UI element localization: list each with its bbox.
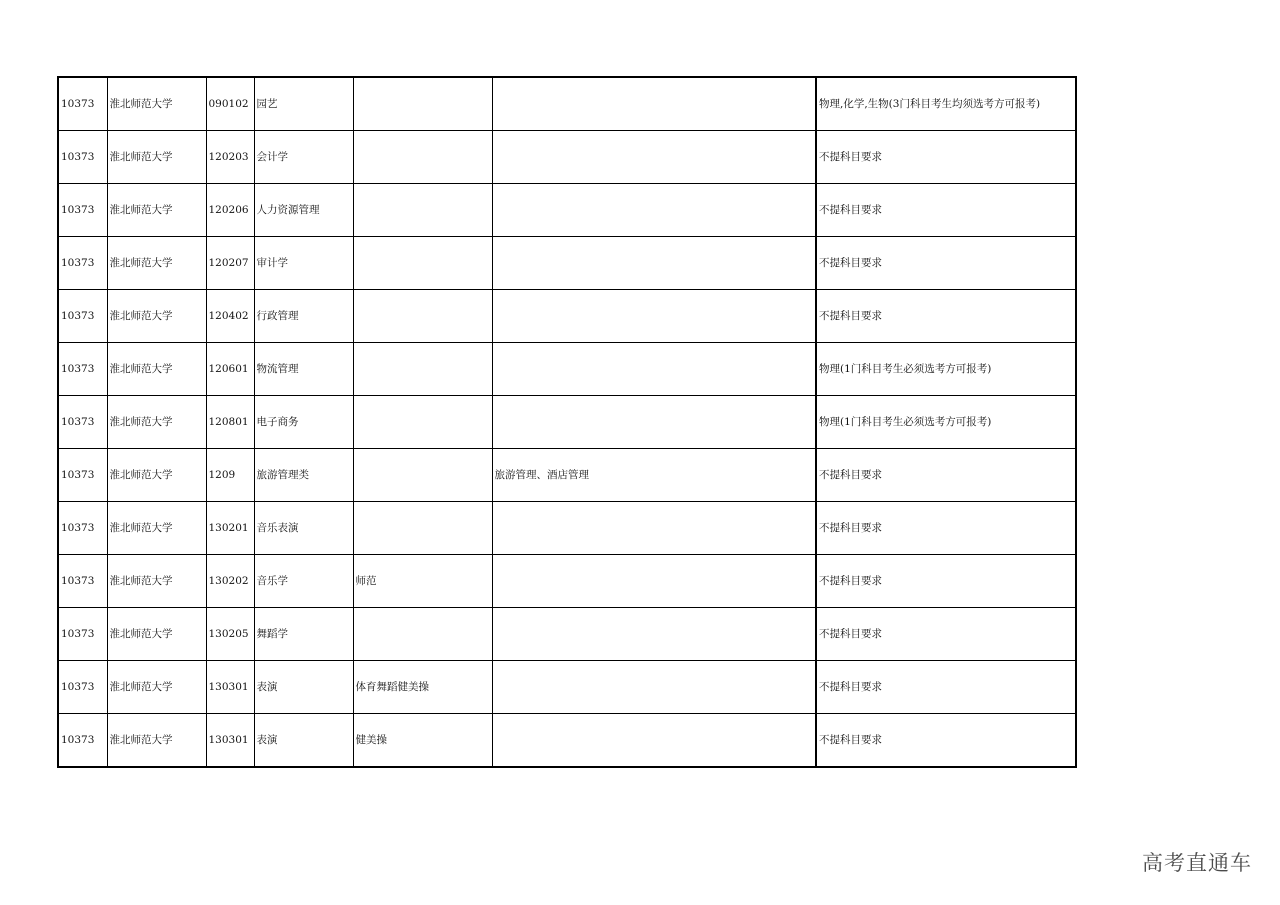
subject-requirement-cell: 不提科目要求: [816, 290, 1076, 343]
table-row: [58, 77, 1076, 131]
major-note-cell: [353, 77, 492, 131]
subject-requirement-cell: 物理(1门科目考生必须选考方可报考): [816, 396, 1076, 449]
major-name-cell: 音乐表演: [254, 502, 353, 555]
major-name-cell: 表演: [254, 714, 353, 768]
included-majors-cell: [492, 608, 816, 661]
major-note-cell: [353, 184, 492, 237]
included-majors-cell: [492, 131, 816, 184]
school-code-cell: 10373: [58, 290, 107, 343]
major-note-cell: [353, 131, 492, 184]
major-name-cell: 园艺: [254, 77, 353, 131]
major-code-cell: 120206: [206, 184, 254, 237]
major-code-cell: 130301: [206, 714, 254, 768]
included-majors-cell: [492, 396, 816, 449]
subject-requirement-cell: 不提科目要求: [816, 714, 1076, 768]
table-row: [58, 714, 1076, 768]
major-note-cell: [353, 290, 492, 343]
major-note-cell: [353, 608, 492, 661]
included-majors-cell: [492, 237, 816, 290]
school-name-cell: 淮北师范大学: [107, 661, 206, 714]
included-majors-cell: [492, 555, 816, 608]
school-code-cell: 10373: [58, 714, 107, 768]
major-code-cell: 120402: [206, 290, 254, 343]
table-row: [58, 555, 1076, 608]
major-name-cell: 舞蹈学: [254, 608, 353, 661]
watermark-text: 高考直通车: [1142, 851, 1252, 875]
school-code-cell: 10373: [58, 396, 107, 449]
school-code-cell: 10373: [58, 184, 107, 237]
subject-requirement-cell: 不提科目要求: [816, 555, 1076, 608]
table-row: [58, 396, 1076, 449]
school-name-cell: 淮北师范大学: [107, 184, 206, 237]
included-majors-cell: [492, 661, 816, 714]
included-majors-cell: 旅游管理、酒店管理: [492, 449, 816, 502]
major-name-cell: 会计学: [254, 131, 353, 184]
major-note-cell: [353, 449, 492, 502]
included-majors-cell: [492, 343, 816, 396]
school-name-cell: 淮北师范大学: [107, 396, 206, 449]
major-name-cell: 物流管理: [254, 343, 353, 396]
major-code-cell: 120207: [206, 237, 254, 290]
included-majors-cell: [492, 290, 816, 343]
table-body: [58, 77, 1076, 767]
major-code-cell: 130301: [206, 661, 254, 714]
major-note-cell: 体育舞蹈健美操: [353, 661, 492, 714]
major-note-cell: [353, 343, 492, 396]
subject-requirement-cell: 物理(1门科目考生必须选考方可报考): [816, 343, 1076, 396]
subject-requirement-cell: 不提科目要求: [816, 608, 1076, 661]
subject-requirement-cell: 物理,化学,生物(3门科目考生均须选考方可报考): [816, 77, 1076, 131]
subject-requirement-cell: 不提科目要求: [816, 237, 1076, 290]
school-name-cell: 淮北师范大学: [107, 608, 206, 661]
subject-requirement-cell: 不提科目要求: [816, 131, 1076, 184]
subject-requirement-cell: 不提科目要求: [816, 661, 1076, 714]
major-name-cell: 旅游管理类: [254, 449, 353, 502]
school-name-cell: 淮北师范大学: [107, 131, 206, 184]
included-majors-cell: [492, 184, 816, 237]
subject-requirement-cell: 不提科目要求: [816, 502, 1076, 555]
table-row: [58, 661, 1076, 714]
table-row: [58, 290, 1076, 343]
school-code-cell: 10373: [58, 77, 107, 131]
school-code-cell: 10373: [58, 449, 107, 502]
school-name-cell: 淮北师范大学: [107, 77, 206, 131]
included-majors-cell: [492, 77, 816, 131]
table-row: [58, 608, 1076, 661]
school-name-cell: 淮北师范大学: [107, 449, 206, 502]
major-code-cell: 120203: [206, 131, 254, 184]
major-code-cell: 120601: [206, 343, 254, 396]
school-code-cell: 10373: [58, 555, 107, 608]
major-code-cell: 120801: [206, 396, 254, 449]
school-code-cell: 10373: [58, 343, 107, 396]
school-name-cell: 淮北师范大学: [107, 555, 206, 608]
major-code-cell: 130201: [206, 502, 254, 555]
school-name-cell: 淮北师范大学: [107, 343, 206, 396]
subject-requirement-cell: 不提科目要求: [816, 449, 1076, 502]
school-code-cell: 10373: [58, 661, 107, 714]
school-code-cell: 10373: [58, 131, 107, 184]
school-name-cell: 淮北师范大学: [107, 502, 206, 555]
subject-requirements-table: [57, 76, 1077, 768]
major-code-cell: 090102: [206, 77, 254, 131]
major-code-cell: 130202: [206, 555, 254, 608]
major-note-cell: 健美操: [353, 714, 492, 768]
major-name-cell: 电子商务: [254, 396, 353, 449]
included-majors-cell: [492, 714, 816, 768]
major-note-cell: [353, 396, 492, 449]
table-row: [58, 184, 1076, 237]
school-name-cell: 淮北师范大学: [107, 237, 206, 290]
school-name-cell: 淮北师范大学: [107, 290, 206, 343]
subject-requirement-cell: 不提科目要求: [816, 184, 1076, 237]
major-name-cell: 人力资源管理: [254, 184, 353, 237]
major-name-cell: 音乐学: [254, 555, 353, 608]
school-code-cell: 10373: [58, 502, 107, 555]
major-note-cell: [353, 502, 492, 555]
table-row: [58, 343, 1076, 396]
major-name-cell: 表演: [254, 661, 353, 714]
table-row: [58, 502, 1076, 555]
table-row: [58, 131, 1076, 184]
major-note-cell: [353, 237, 492, 290]
school-code-cell: 10373: [58, 608, 107, 661]
major-code-cell: 130205: [206, 608, 254, 661]
major-code-cell: 1209: [206, 449, 254, 502]
included-majors-cell: [492, 502, 816, 555]
major-note-cell: 师范: [353, 555, 492, 608]
table-row: [58, 449, 1076, 502]
table-row: [58, 237, 1076, 290]
major-name-cell: 审计学: [254, 237, 353, 290]
major-name-cell: 行政管理: [254, 290, 353, 343]
school-code-cell: 10373: [58, 237, 107, 290]
school-name-cell: 淮北师范大学: [107, 714, 206, 768]
